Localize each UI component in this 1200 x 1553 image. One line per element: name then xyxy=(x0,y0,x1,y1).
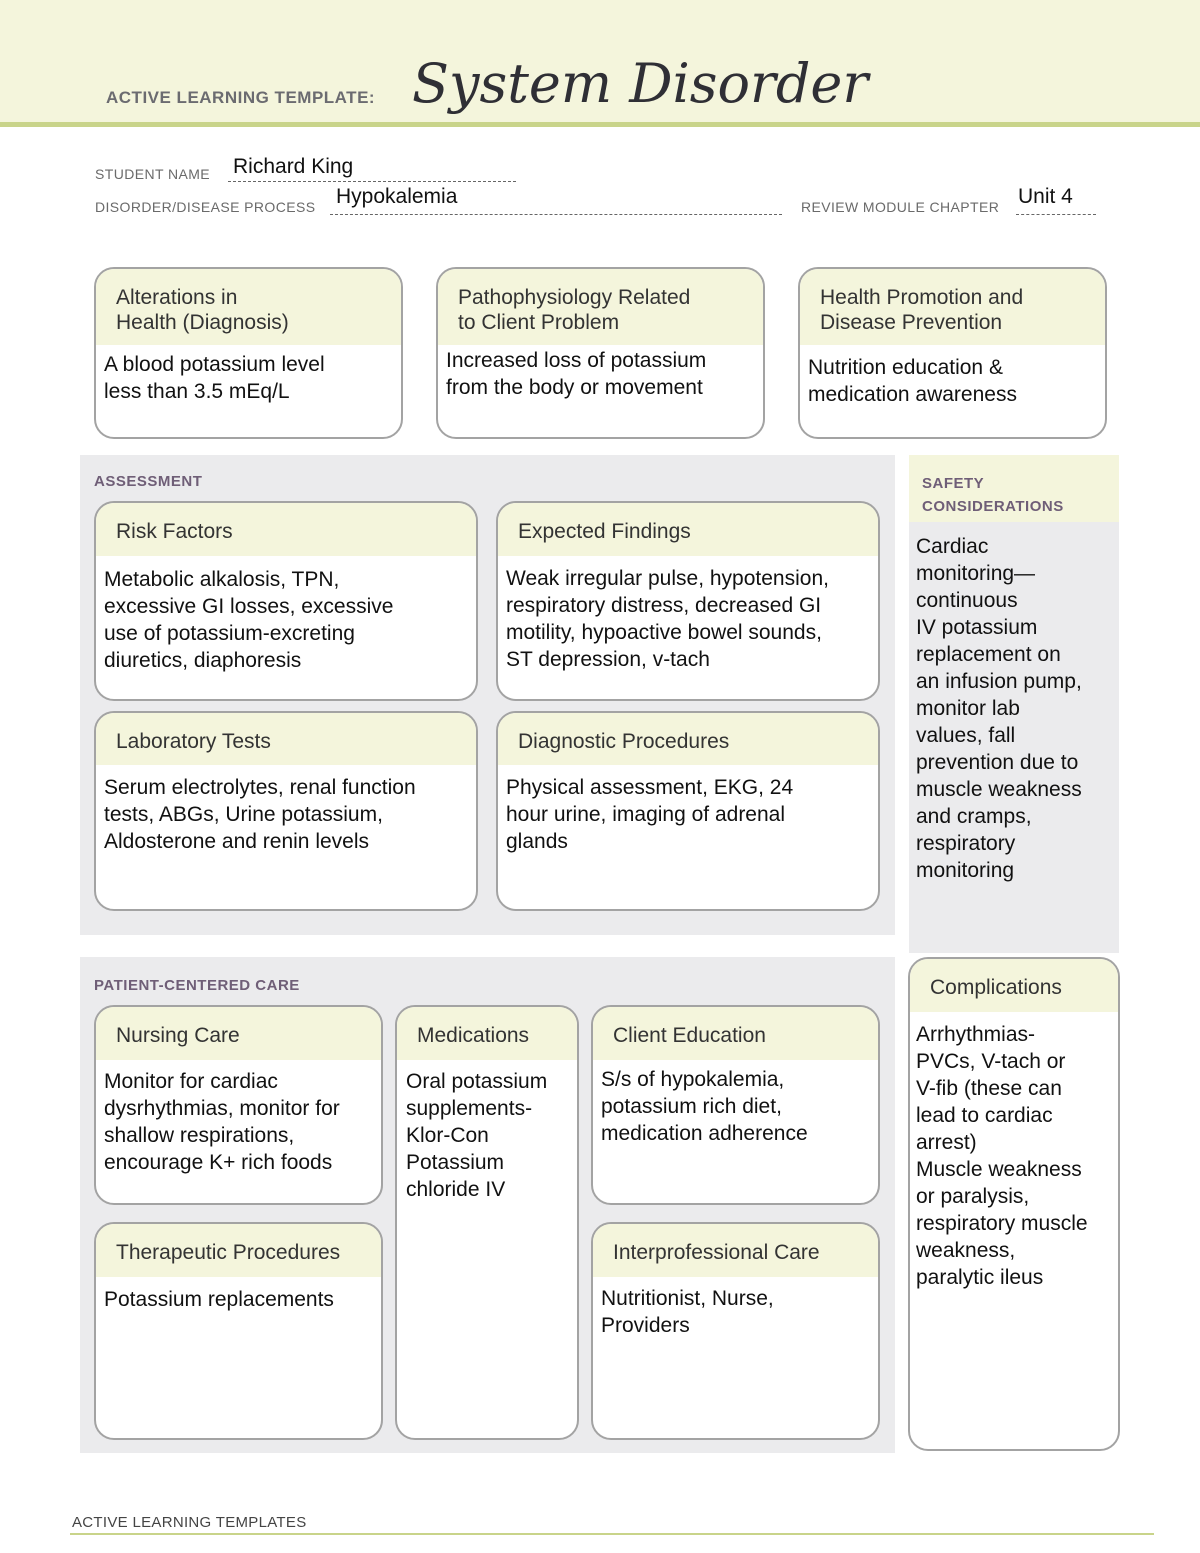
therapeutic-procedures-header xyxy=(96,1224,381,1277)
therapeutic-procedures-line: Potassium replacements xyxy=(104,1288,334,1311)
assessment-title: ASSESSMENT xyxy=(94,473,203,490)
medications-line: Potassium xyxy=(406,1151,505,1174)
complications-line: lead to cardiac xyxy=(916,1104,1053,1127)
laboratory-tests-title: Laboratory Tests xyxy=(116,730,271,753)
disorder-value[interactable]: Hypokalemia xyxy=(336,185,458,208)
pathophysiology-body[interactable] xyxy=(438,345,763,401)
nursing-care-line: Monitor for cardiac xyxy=(104,1070,278,1093)
complications-line: V-fib (these can xyxy=(916,1077,1062,1100)
health-promotion-header xyxy=(800,269,1105,345)
nursing-care-box xyxy=(94,1005,383,1205)
health-promotion-title-line2: Disease Prevention xyxy=(820,311,1003,334)
complications-line: PVCs, V-tach or xyxy=(916,1050,1066,1073)
chapter-underline xyxy=(1016,214,1096,215)
safety-title-line1: SAFETY xyxy=(922,475,985,492)
therapeutic-procedures-box xyxy=(94,1222,383,1440)
complications-title: Complications xyxy=(930,976,1062,999)
diagnostic-procedures-line: glands xyxy=(506,830,568,853)
risk-factors-body[interactable] xyxy=(96,556,476,674)
complications-line: weakness, xyxy=(916,1239,1016,1262)
medications-line: chloride IV xyxy=(406,1178,506,1201)
safety-body[interactable] xyxy=(916,533,1116,884)
expected-findings-header xyxy=(498,503,878,556)
health-promotion-line1: Nutrition education & xyxy=(808,356,1003,379)
nursing-care-line: shallow respirations, xyxy=(104,1124,295,1147)
nursing-care-title: Nursing Care xyxy=(116,1024,240,1047)
health-promotion-body[interactable] xyxy=(800,345,1105,408)
client-education-line: S/s of hypokalemia, xyxy=(601,1068,785,1091)
interprofessional-care-line: Providers xyxy=(601,1314,690,1337)
laboratory-tests-line: Serum electrolytes, renal function xyxy=(104,776,416,799)
client-education-line: potassium rich diet, xyxy=(601,1095,782,1118)
nursing-care-line: encourage K+ rich foods xyxy=(104,1151,333,1174)
expected-findings-line: respiratory distress, decreased GI xyxy=(506,594,822,617)
laboratory-tests-line: Aldosterone and renin levels xyxy=(104,830,370,853)
therapeutic-procedures-body[interactable] xyxy=(96,1277,381,1313)
medications-line: Klor-Con xyxy=(406,1124,489,1147)
diagnostic-procedures-body[interactable] xyxy=(498,765,878,855)
medications-line: Oral potassium xyxy=(406,1070,548,1093)
pathophysiology-box xyxy=(436,267,765,439)
alterations-box xyxy=(94,267,403,439)
alterations-title-line2: Health (Diagnosis) xyxy=(116,311,289,334)
risk-factors-title: Risk Factors xyxy=(116,520,233,543)
safety-line: and cramps, xyxy=(916,805,1032,828)
interprofessional-care-header xyxy=(593,1224,878,1277)
interprofessional-care-box xyxy=(591,1222,880,1440)
safety-line: an infusion pump, xyxy=(916,670,1082,693)
medications-body[interactable] xyxy=(397,1060,577,1203)
diagnostic-procedures-line: hour urine, imaging of adrenal xyxy=(506,803,786,826)
diagnostic-procedures-line: Physical assessment, EKG, 24 xyxy=(506,776,794,799)
student-name-underline xyxy=(228,181,516,182)
safety-title xyxy=(922,472,1064,518)
alterations-body[interactable] xyxy=(96,345,401,405)
expected-findings-body[interactable] xyxy=(498,556,878,673)
chapter-label: REVIEW MODULE CHAPTER xyxy=(801,199,1000,215)
risk-factors-line: diuretics, diaphoresis xyxy=(104,649,302,672)
safety-line: muscle weakness xyxy=(916,778,1082,801)
complications-line: paralytic ileus xyxy=(916,1266,1044,1289)
safety-line: continuous xyxy=(916,589,1018,612)
therapeutic-procedures-title: Therapeutic Procedures xyxy=(116,1241,341,1264)
template-label: ACTIVE LEARNING TEMPLATE: xyxy=(106,88,376,107)
pathophysiology-line1: Increased loss of potassium xyxy=(446,349,707,372)
health-promotion-title-line1: Health Promotion and xyxy=(820,286,1024,309)
patient-care-title: PATIENT-CENTERED CARE xyxy=(94,977,300,994)
safety-title-line2: CONSIDERATIONS xyxy=(922,498,1064,515)
pathophysiology-title-line1: Pathophysiology Related xyxy=(458,286,691,309)
complications-box xyxy=(908,957,1120,1451)
nursing-care-body[interactable] xyxy=(96,1060,381,1176)
risk-factors-box xyxy=(94,501,478,701)
pathophysiology-header xyxy=(438,269,763,345)
expected-findings-box xyxy=(496,501,880,701)
diagnostic-procedures-box xyxy=(496,711,880,911)
medications-header xyxy=(397,1007,577,1060)
complications-line: or paralysis, xyxy=(916,1185,1030,1208)
expected-findings-title: Expected Findings xyxy=(518,520,691,543)
safety-line: IV potassium xyxy=(916,616,1038,639)
safety-line: values, fall xyxy=(916,724,1016,747)
footer-rule xyxy=(70,1533,1154,1535)
medications-line: supplements- xyxy=(406,1097,533,1120)
interprofessional-care-line: Nutritionist, Nurse, xyxy=(601,1287,774,1310)
medications-box xyxy=(395,1005,579,1440)
health-promotion-line2: medication awareness xyxy=(808,383,1017,406)
nursing-care-line: dysrhythmias, monitor for xyxy=(104,1097,340,1120)
laboratory-tests-header xyxy=(96,713,476,765)
laboratory-tests-body[interactable] xyxy=(96,765,476,855)
client-education-body[interactable] xyxy=(593,1060,878,1147)
safety-line: respiratory xyxy=(916,832,1016,855)
safety-line: prevention due to xyxy=(916,751,1079,774)
pathophysiology-title-line2: to Client Problem xyxy=(458,311,620,334)
alterations-header xyxy=(96,269,401,345)
risk-factors-line: Metabolic alkalosis, TPN, xyxy=(104,568,340,591)
laboratory-tests-box xyxy=(94,711,478,911)
complications-body[interactable] xyxy=(910,1012,1118,1291)
laboratory-tests-line: tests, ABGs, Urine potassium, xyxy=(104,803,383,826)
diagnostic-procedures-title: Diagnostic Procedures xyxy=(518,730,730,753)
interprofessional-care-title: Interprofessional Care xyxy=(613,1241,820,1264)
complications-line: arrest) xyxy=(916,1131,977,1154)
risk-factors-line: excessive GI losses, excessive xyxy=(104,595,394,618)
risk-factors-header xyxy=(96,503,476,556)
complications-line: Arrhythmias- xyxy=(916,1023,1036,1046)
pathophysiology-line2: from the body or movement xyxy=(446,376,703,399)
footer-label: ACTIVE LEARNING TEMPLATES xyxy=(72,1514,307,1531)
interprofessional-care-body[interactable] xyxy=(593,1277,878,1339)
safety-line: monitoring— xyxy=(916,562,1036,585)
alterations-line1: A blood potassium level xyxy=(104,353,325,376)
safety-line: replacement on xyxy=(916,643,1061,666)
expected-findings-line: motility, hypoactive bowel sounds, xyxy=(506,621,822,644)
expected-findings-line: ST depression, v-tach xyxy=(506,648,710,671)
student-name-value[interactable]: Richard King xyxy=(233,155,354,178)
complications-line: respiratory muscle xyxy=(916,1212,1088,1235)
nursing-care-header xyxy=(96,1007,381,1060)
complications-header xyxy=(910,959,1118,1012)
alterations-title-line1: Alterations in xyxy=(116,286,238,309)
header-rule xyxy=(0,122,1200,127)
safety-line: monitoring xyxy=(916,859,1015,882)
client-education-line: medication adherence xyxy=(601,1122,808,1145)
chapter-value[interactable]: Unit 4 xyxy=(1018,185,1073,208)
medications-title: Medications xyxy=(417,1024,530,1047)
template-title: System Disorder xyxy=(412,52,869,115)
disorder-underline xyxy=(330,214,782,215)
client-education-box xyxy=(591,1005,880,1205)
health-promotion-box xyxy=(798,267,1107,439)
safety-line: Cardiac xyxy=(916,535,989,558)
alterations-line2: less than 3.5 mEq/L xyxy=(104,380,290,403)
client-education-title: Client Education xyxy=(613,1024,766,1047)
disorder-label: DISORDER/DISEASE PROCESS xyxy=(95,199,316,215)
safety-line: monitor lab xyxy=(916,697,1020,720)
risk-factors-line: use of potassium-excreting xyxy=(104,622,355,645)
student-name-label: STUDENT NAME xyxy=(95,166,210,182)
client-education-header xyxy=(593,1007,878,1060)
expected-findings-line: Weak irregular pulse, hypotension, xyxy=(506,567,829,590)
complications-line: Muscle weakness xyxy=(916,1158,1082,1181)
diagnostic-procedures-header xyxy=(498,713,878,765)
